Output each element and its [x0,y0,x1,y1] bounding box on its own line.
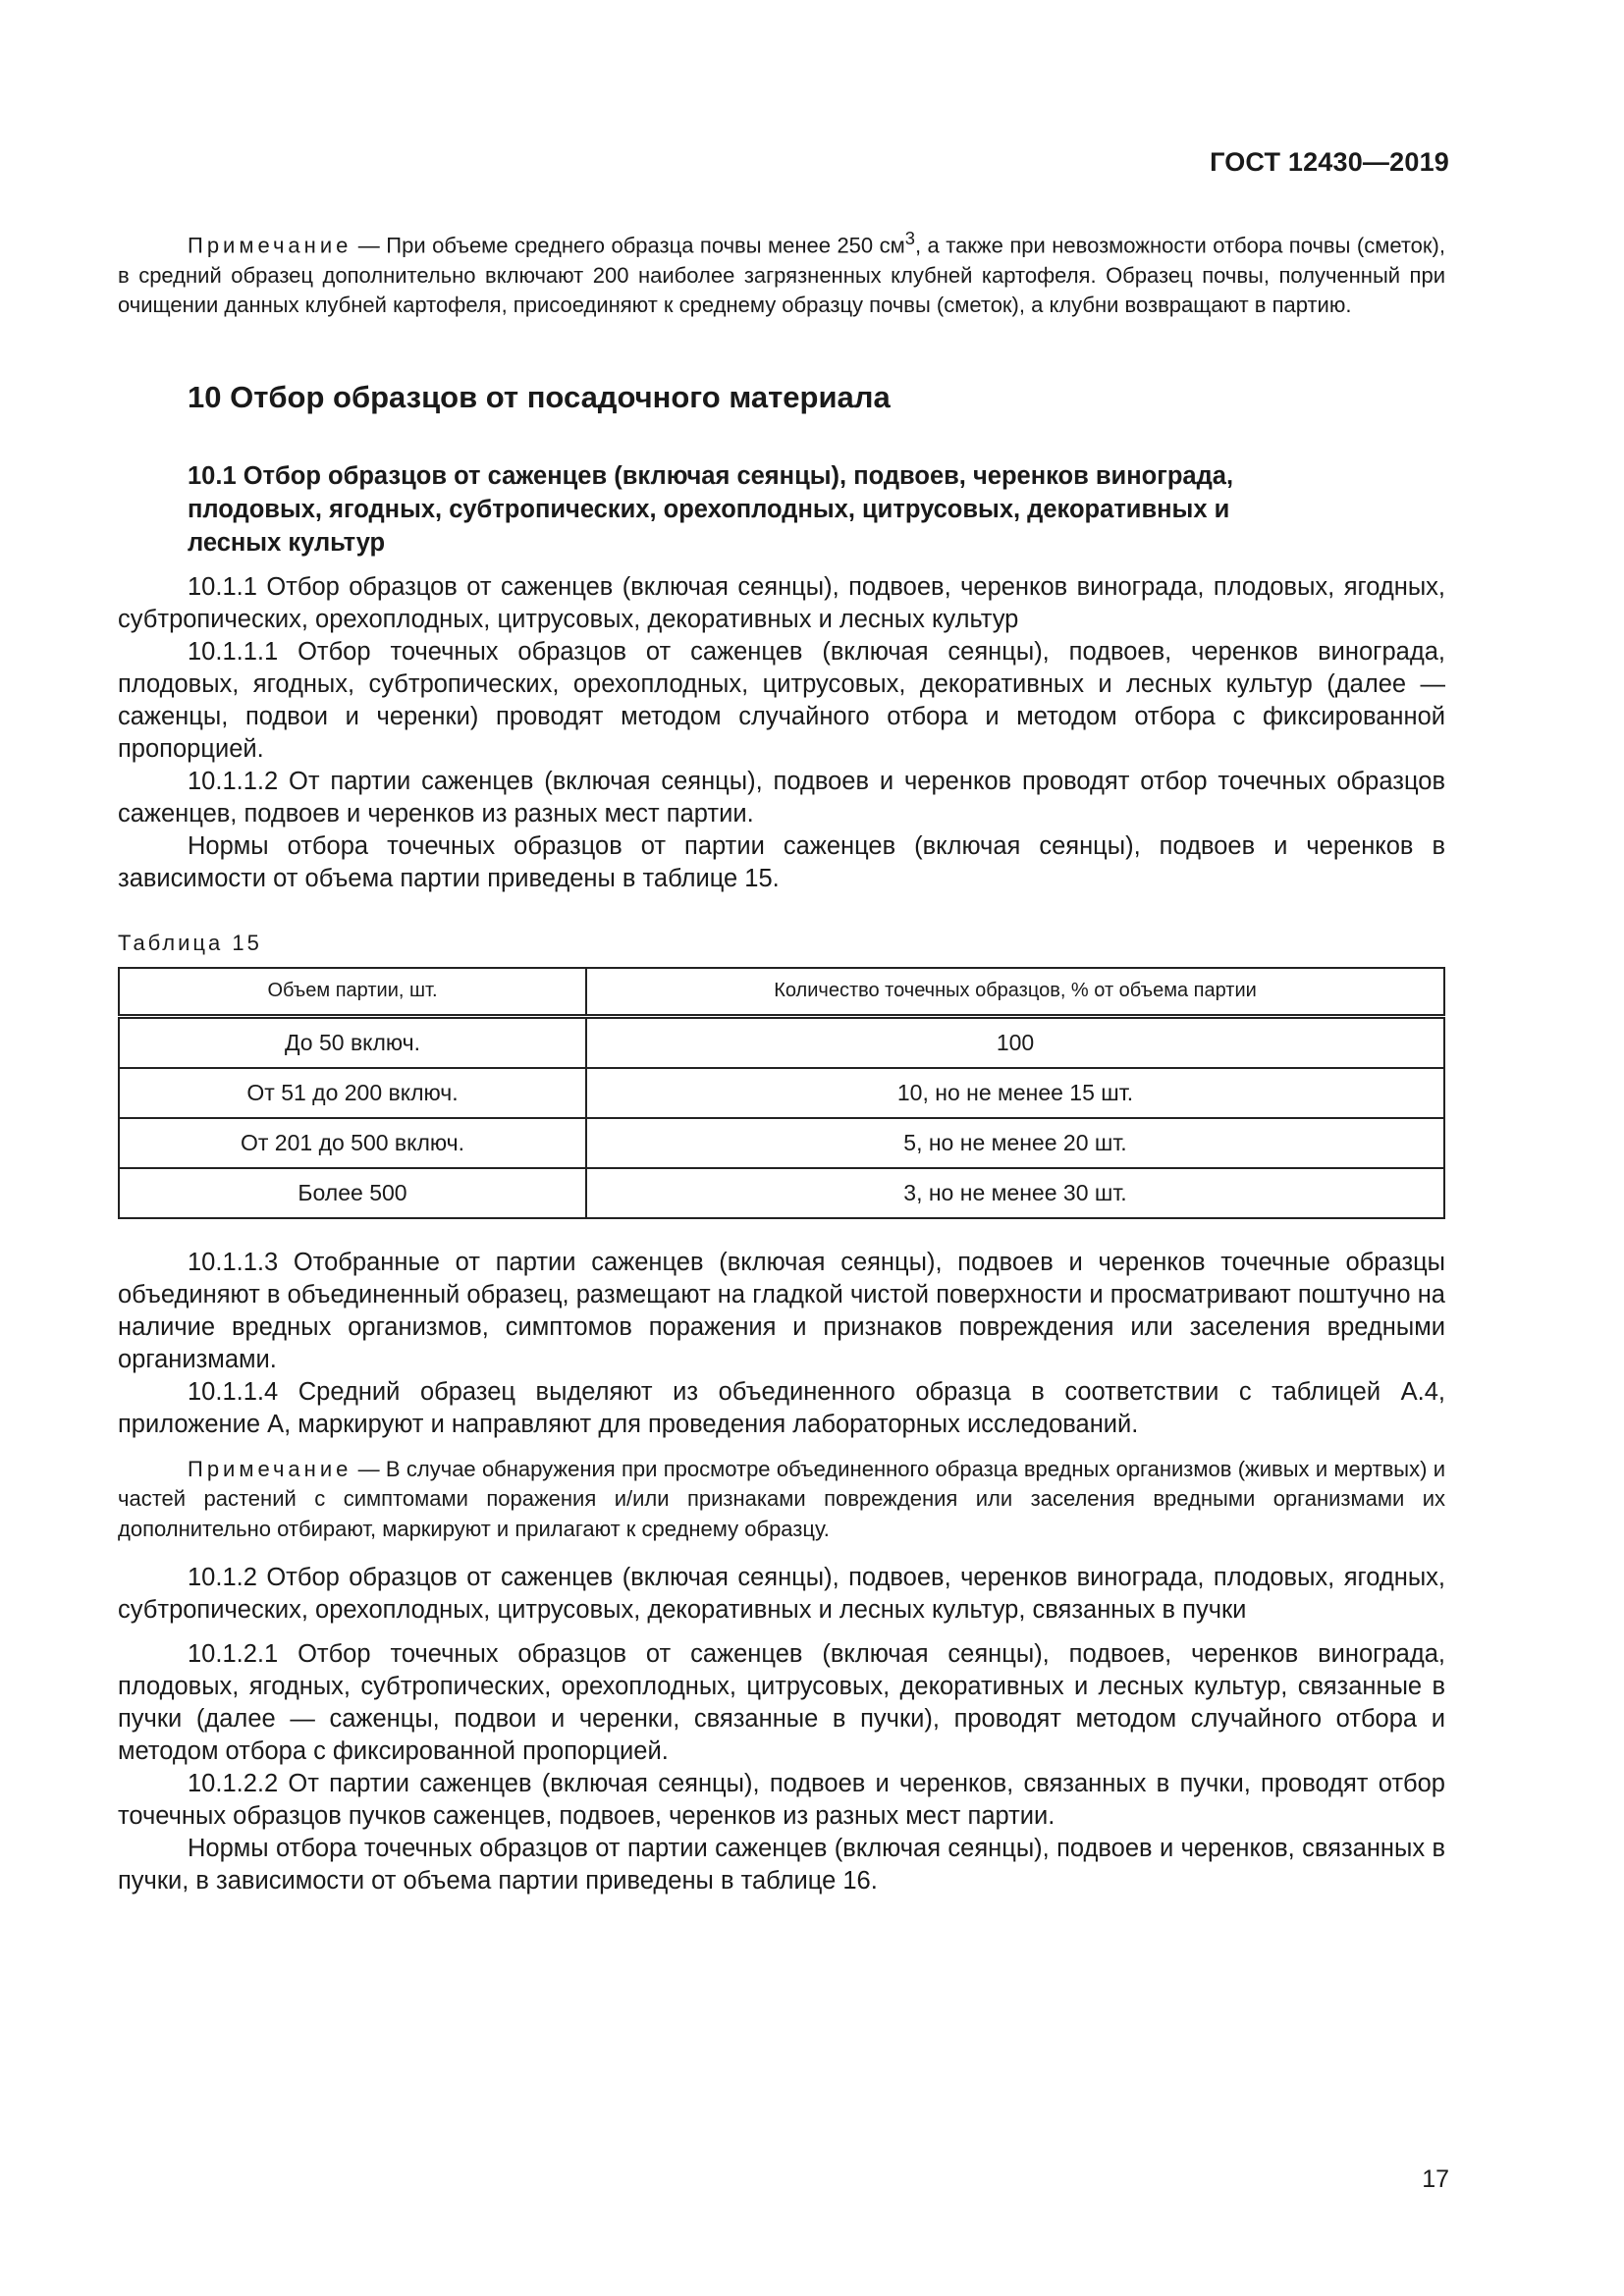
paragraph: 10.1.2.1 Отбор точечных образцов от саженцев (включая сеянцы), подвоев, черенков винограда, плодовых, ягодных, субтропических, орехоплодных, цитрусовых, декоративных и лесных культур, связанные в пучки (далее — саженцы, подвои и черенки, связанные в пучки), проводят методом случайного отбора и методом отбора с фиксированной пропорцией. [118,1640,1445,1766]
paragraph: 10.1.1.1 Отбор точечных образцов от саженцев (включая сеянцы), подвоев, черенков винограда, плодовых, ягодных, субтропических, орехоплодных, цитрусовых, декоративных и лесных культур (далее — саженцы, подвои и черенки) проводят методом случайного отбора и методом отбора с фиксированной пропорцией. [118,637,1445,763]
paragraph: Нормы отбора точечных образцов от партии саженцев (включая сеянцы), подвоев и черенков, связанных в пучки, в зависимости от объема партии приведены в таблице 16. [118,1835,1445,1896]
table-cell: Более 500 [119,1168,586,1218]
table-caption: Таблица 15 [118,930,262,955]
table-row [119,1016,1444,1068]
paragraph: 10.1.2 Отбор образцов от саженцев (включая сеянцы), подвоев, черенков винограда, плодовых, ягодных, субтропических, орехоплодных, цитрусовых, декоративных и лесных культур, связанных в пучки [118,1564,1445,1625]
table-15 [118,967,1445,1219]
note-label: Примечание [188,1456,352,1481]
note-mid [118,1455,1445,1545]
table-row [119,1168,1444,1218]
paragraph: 10.1.1.3 Отобранные от партии саженцев (включая сеянцы), подвоев и черенков точечные образцы объединяют в объединенный образец, размещают на гладкой чистой поверхности и просматривают поштучно на наличие вредных организмов, симптомов поражения и признаков повреждения или заселения вредными организмами. [118,1248,1445,1373]
table-cell: 5, но не менее 20 шт. [586,1118,1444,1168]
paragraph-group-d [118,1638,1445,1897]
table-row [119,1068,1444,1118]
subsection-heading: 10.1 Отбор образцов от саженцев (включая сеянцы), подвоев, черенков винограда, плодовых, ягодных, субтропических, орехоплодных, цитрусовых, декоративных и лесных культур [188,461,1234,557]
note-label: Примечание [188,233,352,258]
table-cell: До 50 включ. [119,1016,586,1068]
table-cell: 3, но не менее 30 шт. [586,1168,1444,1218]
note-text-a: — При объеме среднего образца почвы менее 250 см [352,233,905,258]
paragraph: 10.1.1 Отбор образцов от саженцев (включая сеянцы), подвоев, черенков винограда, плодовых, ягодных, субтропических, орехоплодных, цитрусовых, декоративных и лесных культур [118,572,1445,633]
paragraph: 10.1.1.2 От партии саженцев (включая сеянцы), подвоев и черенков проводят отбор точечных образцов саженцев, подвоев и черенков из разных мест партии. [118,767,1445,828]
paragraph: 10.1.2.2 От партии саженцев (включая сеянцы), подвоев и черенков, связанных в пучки, проводят отбор точечных образцов пучков саженцев, подвоев, черенков из разных мест партии. [118,1770,1445,1831]
note-superscript: 3 [904,228,915,248]
page-number: 17 [1422,2165,1449,2193]
paragraph: Нормы отбора точечных образцов от партии саженцев (включая сеянцы), подвоев и черенков в зависимости от объема партии приведены в таблице 15. [118,831,1445,892]
paragraph: 10.1.1.4 Средний образец выделяют из объединенного образца в соответствии с таблицей А.4, приложение А, маркируют и направляют для проведения лабораторных исследований. [118,1377,1445,1438]
column-header: Объем партии, шт. [119,968,586,1017]
column-header: Количество точечных образцов, % от объема партии [586,968,1444,1017]
paragraph-group-b [118,1247,1445,1441]
page-content [118,224,1445,1897]
note-text: — В случае обнаружения при просмотре объединенного образца вредных организмов (живых и мертвых) и частей растений с симптомами поражения и/или признаками повреждения или заселения вредными организмами их дополнительно отбирают, маркируют и прилагают к среднему образцу. [118,1456,1445,1541]
note-top [118,224,1445,321]
table-cell: От 201 до 500 включ. [119,1118,586,1168]
note-text-b: , а также при невозможности отбора почвы (сметок), в средний образец дополнительно включают 200 наиболее загрязненных клубней картофеля. Образец почвы, полученный при очищении данных клубней картофеля, присоединяют к среднему образцу почвы (сметок), а клубни возвращают в партию. [118,233,1445,318]
table-cell: 10, но не менее 15 шт. [586,1068,1444,1118]
paragraph-group-a [118,571,1445,895]
section-heading: 10 Отбор образцов от посадочного материала [188,379,891,414]
table-cell: От 51 до 200 включ. [119,1068,586,1118]
table-row [119,1118,1444,1168]
table-cell: 100 [586,1016,1444,1068]
document-code: ГОСТ 12430—2019 [1210,147,1449,177]
table-header-row [119,968,1444,1017]
